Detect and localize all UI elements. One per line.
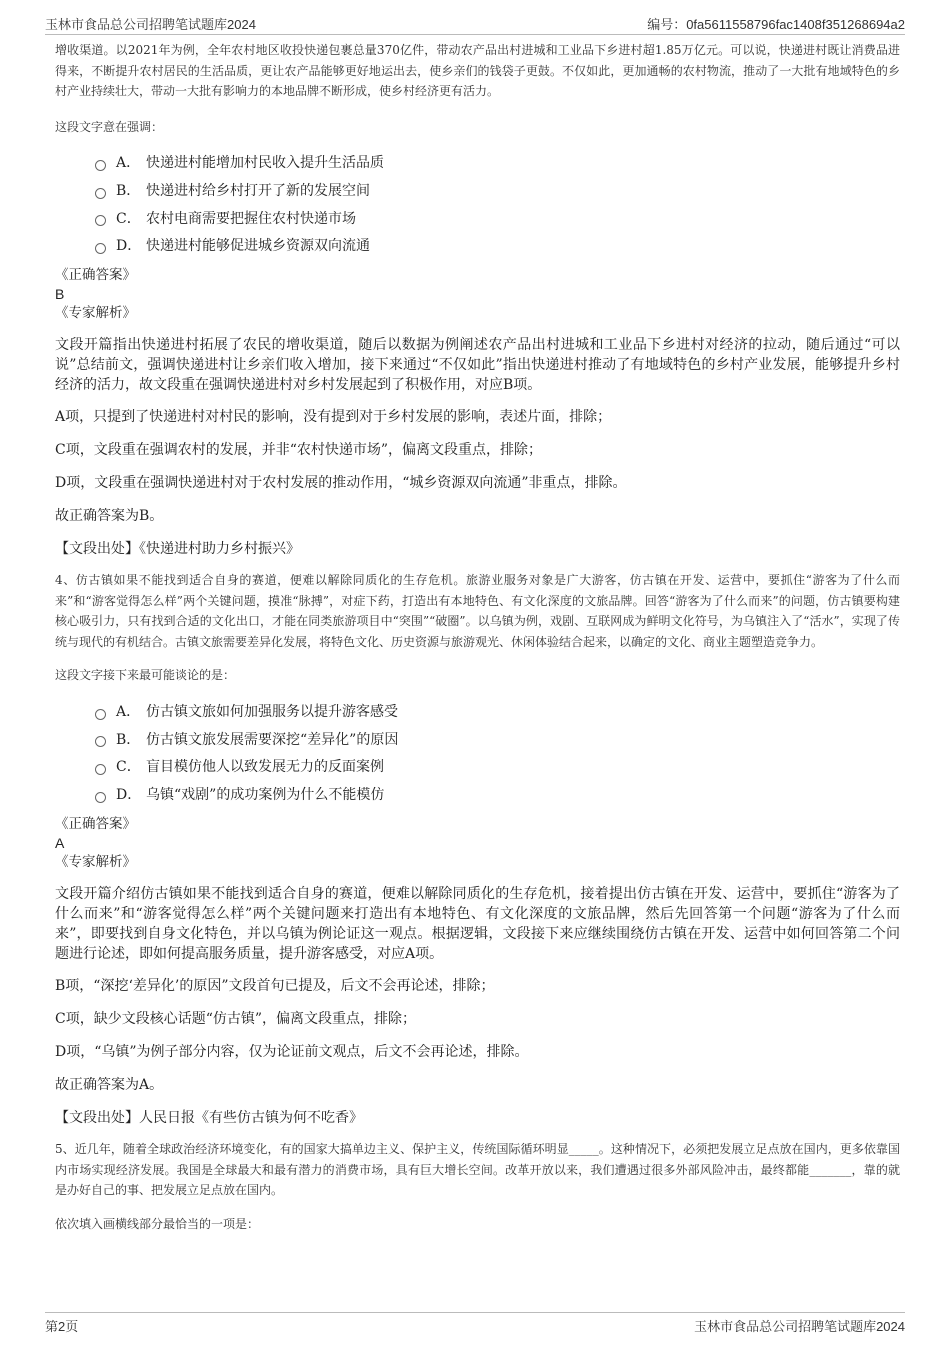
q4-analysis-d: D项，“乌镇”为例子部分内容，仅为论证前文观点，后文不会再论述，排除。 xyxy=(55,1044,529,1060)
q3-answer: B xyxy=(55,286,65,303)
footer-page-number: 第2页 xyxy=(45,1319,79,1334)
q4-analysis-label: 《专家解析》 xyxy=(55,854,136,870)
option-text: 快递进村给乡村打开了新的发展空间 xyxy=(146,183,370,200)
q3-analysis-label: 《专家解析》 xyxy=(55,305,136,322)
option-letter: B． xyxy=(116,731,141,748)
q4-option-c[interactable] xyxy=(95,753,900,781)
radio-icon[interactable] xyxy=(95,736,106,747)
q3-prompt: 这段文字意在强调： xyxy=(55,119,164,134)
radio-icon[interactable] xyxy=(95,792,106,803)
footer-title: 玉林市食品总公司招聘笔试题库2024 xyxy=(694,1319,905,1334)
q4-passage: 4、仿古镇如果不能找到适合自身的赛道，便难以解除同质化的生存危机。旅游业服务对象是广大游客，仿古镇在开发、运营中，要抓住“游客为了什么而来”和“游客觉得怎么样”两个关键问题，摸准“脉搏”，对症下药，打造出有本地特色、有文化深度的文旅品牌。回答“游客为了什么而来”的问题，仿古镇要构建核心吸引力，只有找到合适的文化出口，才能在同类旅游项目中“突围”“破圈”。以乌镇为例，戏剧、互联网成为鲜明文化符号，为乌镇注入了“活水”，实现了传统与现代的有机结合。古镇文旅需要差异化发展，将特色文化、历史资源与旅游观光、休闲体验结合起来，以确定的文化、商业主题塑造竞争力。 xyxy=(55,573,900,649)
q5-prompt: 依次填入画横线部分最恰当的一项是： xyxy=(55,1216,260,1231)
radio-icon[interactable] xyxy=(95,243,106,254)
option-text: 仿古镇文旅如何加强服务以提升游客感受 xyxy=(146,704,398,721)
radio-icon[interactable] xyxy=(95,215,106,226)
header-doc-code: 编号：0fa5611558796fac1408f351268694a2 xyxy=(647,17,905,32)
page-content xyxy=(55,40,900,1232)
q4-option-a[interactable] xyxy=(95,697,900,725)
q3-analysis-c: C项，文段重在强调农村的发展，并非“农村快递市场”，偏离文段重点，排除； xyxy=(55,442,543,459)
option-letter: A． xyxy=(116,704,141,721)
option-text: 农村电商需要把握住农村快递市场 xyxy=(146,210,356,227)
q3-answer-label: 《正确答案》 xyxy=(55,267,136,284)
q3-option-d[interactable] xyxy=(95,232,900,260)
radio-icon[interactable] xyxy=(95,188,106,199)
option-letter: C． xyxy=(116,759,141,776)
q3-passage: 增收渠道。以2021年为例，全年农村地区收投快递包裹总量370亿件，带动农产品出村进城和工业品下乡进村超1.85万亿元。可以说，快递进村既让消费品进得来，不断提升农村居民的生活品质，更让农产品能够更好地运出去，使乡亲们的钱袋子更鼓。不仅如此，更加通畅的农村物流，推动了一大批有地域特色的乡村产业持续壮大，带动一大批有影响力的本地品牌不断形成，使乡村经济更有活力。 xyxy=(55,43,900,98)
q3-conclusion: 故正确答案为B。 xyxy=(55,508,164,525)
q3-option-c[interactable] xyxy=(95,204,900,232)
q4-prompt: 这段文字接下来最可能谈论的是： xyxy=(55,668,236,683)
q3-option-b[interactable] xyxy=(95,176,900,204)
q4-answer-label: 《正确答案》 xyxy=(55,816,136,832)
option-text: 盲目模仿他人以致发展无力的反面案例 xyxy=(146,759,384,776)
option-letter: A． xyxy=(116,155,141,172)
q3-options xyxy=(95,149,900,260)
page-footer xyxy=(45,1312,905,1335)
q4-option-d[interactable] xyxy=(95,780,900,808)
option-text: 快递进村能增加村民收入提升生活品质 xyxy=(146,155,384,172)
q3-analysis-d: D项，文段重在强调快递进村对于农村发展的推动作用，“城乡资源双向流通”非重点，排除。 xyxy=(55,475,627,492)
option-letter: C． xyxy=(116,210,141,227)
q3-option-a[interactable] xyxy=(95,149,900,177)
q4-analysis-c: C项，缺少文段核心话题“仿古镇”，偏离文段重点，排除； xyxy=(55,1011,417,1027)
header-title: 玉林市食品总公司招聘笔试题库2024 xyxy=(45,17,256,32)
q4-options xyxy=(95,697,900,808)
option-letter: D． xyxy=(116,787,142,804)
q4-answer: A xyxy=(55,835,65,851)
option-letter: D． xyxy=(116,238,142,255)
q3-analysis-main: 文段开篇指出快递进村拓展了农民的增收渠道，随后以数据为例阐述农产品出村进城和工业品下乡进村对经济的拉动，随后通过“可以说”总结前文，强调快递进村让乡亲们收入增加，接下来通过“不仅如此”指出快递进村推动了有地域特色的乡村产业发展，能够提升乡村经济的活力，故文段重在强调快递进村对乡村发展起到了积极作用，对应B项。 xyxy=(55,337,900,394)
q4-analysis-b: B项，“深挖‘差异化’的原因”文段首句已提及，后文不会再论述，排除； xyxy=(55,978,495,994)
radio-icon[interactable] xyxy=(95,709,106,720)
q4-conclusion: 故正确答案为A。 xyxy=(55,1077,164,1093)
option-text: 仿古镇文旅发展需要深挖“差异化”的原因 xyxy=(146,731,399,748)
q4-option-b[interactable] xyxy=(95,725,900,753)
radio-icon[interactable] xyxy=(95,160,106,171)
radio-icon[interactable] xyxy=(95,764,106,775)
q5-passage: 5、近几年，随着全球政治经济环境变化，有的国家大搞单边主义、保护主义，传统国际循环明显_____。这种情况下，必须把发展立足点放在国内，更多依靠国内市场实现经济发展。我国是全球最大和最有潜力的消费市场，具有巨大增长空间。改革开放以来，我们遭遇过很多外部风险冲击，最终都能_______，靠的就是办好自己的事、把发展立足点放在国内。 xyxy=(55,1142,900,1197)
option-text: 快递进村能够促进城乡资源双向流通 xyxy=(146,238,370,255)
q3-analysis-a: A项，只提到了快递进村对村民的影响，没有提到对于乡村发展的影响，表述片面，排除； xyxy=(55,409,612,426)
option-letter: B． xyxy=(116,183,141,200)
q4-source: 【文段出处】人民日报《有些仿古镇为何不吃香》 xyxy=(55,1110,363,1126)
q3-source: 【文段出处】《快递进村助力乡村振兴》 xyxy=(55,541,300,558)
page-header xyxy=(45,12,905,35)
q4-analysis-main: 文段开篇介绍仿古镇如果不能找到适合自身的赛道，便难以解除同质化的生存危机，接着提出仿古镇在开发、运营中，要抓住“游客为了什么而来”和“游客觉得怎么样”两个关键问题来打造出有本地特色、有文化深度的文旅品牌，然后先回答第一个问题“游客为了什么而来”，即要找到自身文化特色，并以乌镇为例论证这一观点。根据逻辑，文段接下来应继续围绕仿古镇在开发、运营中如何回答第二个问题进行论述，即如何提高服务质量，提升游客感受，对应A项。 xyxy=(55,886,900,962)
option-text: 乌镇“戏剧”的成功案例为什么不能模仿 xyxy=(146,787,385,804)
